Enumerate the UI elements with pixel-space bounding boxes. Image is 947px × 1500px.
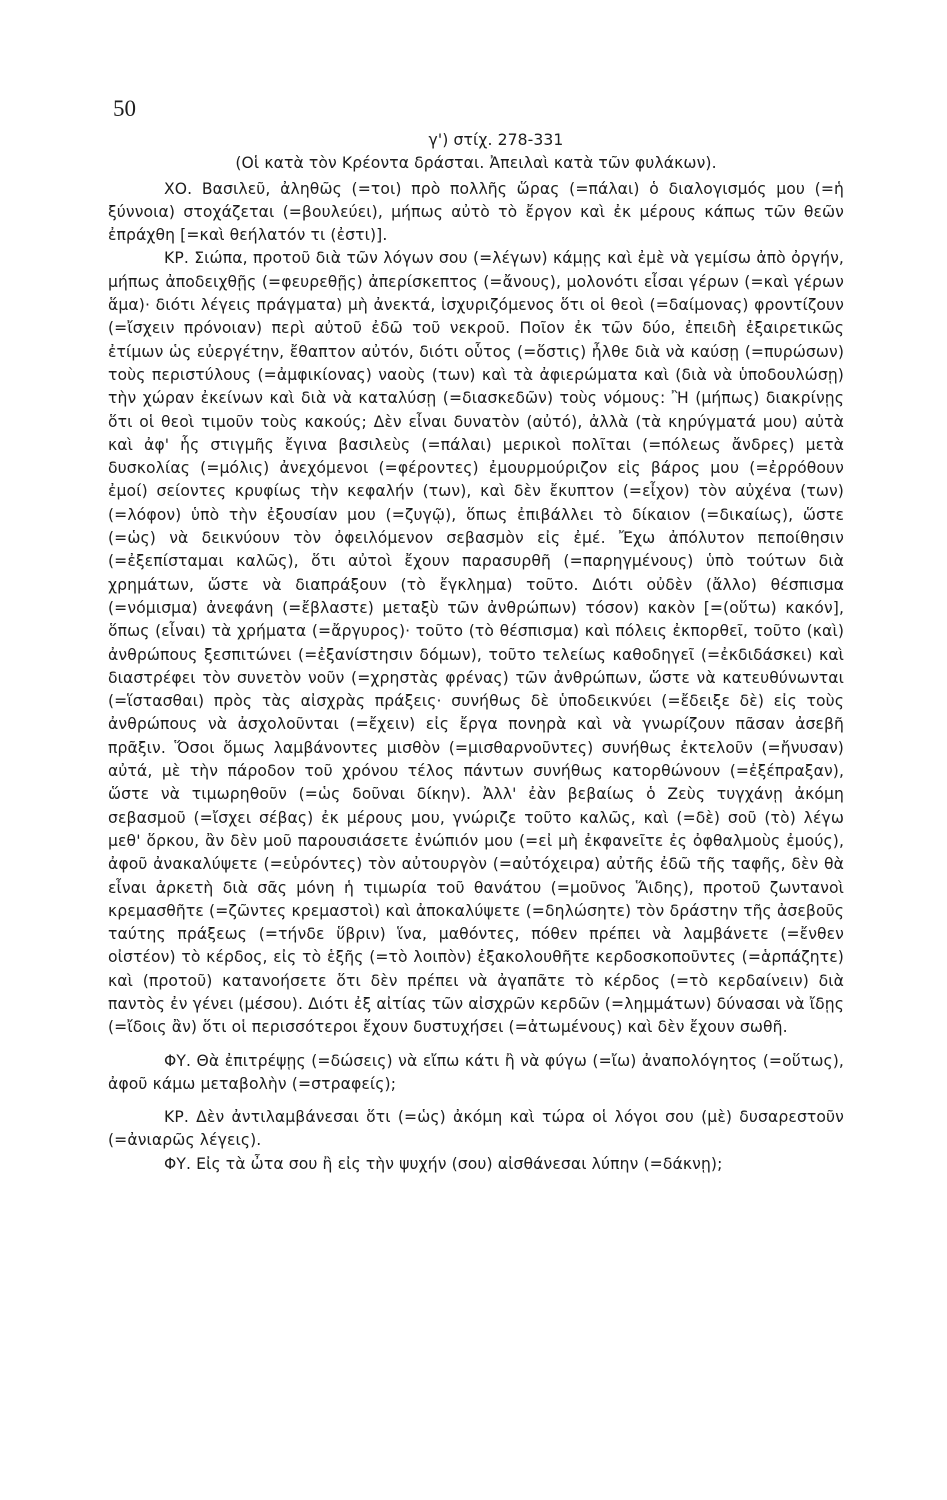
page-content <box>108 125 844 1176</box>
paragraph-guard-2: ΦΥ. Εἰς τὰ ὦτα σου ἢ εἰς τὴν ψυχήν (σου) αἰσθάνεσαι λύπην (=δάκνῃ); <box>164 1154 723 1173</box>
section-heading: γ') στίχ. 278-331 <box>428 131 564 149</box>
paragraph-creon-speech: ΚΡ. Σιώπα, προτοῦ διὰ τῶν λόγων σου (=λέγων) κάμῃς καὶ ἐμὲ νὰ γεμίσω ἀπὸ ὀργήν, μήπως ἀποδειχθῇς (=φευρεθῇς) ἀπερίσκεπτος (=ἄνους), μολονότι εἶσαι γέρων (=καὶ γέρων ἅμα)· διότι λέγεις πράγματα) μὴ ἀνεκτά, ἰσχυριζόμενος ὅτι οἱ θεοὶ (=δαίμονας) φροντίζουν (=ἴσχειν πρόνοιαν) περὶ αὐτοῦ ἐδῶ τοῦ νεκροῦ. Ποῖον ἐκ τῶν δύο, ἐπειδὴ ἐξαιρετικῶς ἐτίμων ὡς εὐεργέτην, ἔθαπτον αὐτόν, διότι οὗτος (=ὅστις) ἦλθε διὰ νὰ καύσῃ (=πυρώσων) τοὺς περιστύλους (=ἀμφικίονας) ναοὺς (των) καὶ τὰ ἀφιερώματα καὶ (διὰ νὰ ὑποδουλώσῃ) τὴν χώραν ἐκείνων καὶ διὰ νὰ καταλύσῃ (=διασκεδῶν) τοὺς νόμους: Ἢ (μήπως) διακρίνῃς ὅτι οἱ θεοὶ τιμοῦν τοὺς κακούς; Δὲν εἶναι δυνατὸν (αὐτό), ἀλλὰ (τὰ κηρύγματά μου) αὐτὰ καὶ ἀφ' ἧς στιγμῆς ἔγινα βασιλεὺς (=πάλαι) μερικοὶ πολῖται (=πόλεως ἄνδρες) μετὰ δυσκολίας (=μόλις) ἀνεχόμενοι (=φέροντες) ἐμουρμούριζον εἰς βάρος μου (=ἐρρόθουν ἐμοί) σείοντες κρυφίως τὴν κεφαλήν (των), καὶ δὲν ἔκυπτον (=εἶχον) τὸν αὐχένα (των) (=λόφον) ὑπὸ τὴν ἐξουσίαν μου (=ζυγῷ), ὅπως ἐπιβάλλει τὸ δίκαιον (=δικαίως), ὥστε (=ὡς) νὰ δεικνύουν τὸν ὀφειλόμενον σεβασμὸν εἰς ἐμέ. Ἔχω ἀπόλυτον πεποίθησιν (=ἐξεπίσταμαι καλῶς), ὅτι αὐτοὶ ἔχουν παρασυρθῆ (=παρηγμένους) ὑπὸ τούτων διὰ χρημάτων, ὥστε νὰ διαπράξουν (τὸ ἔγκλημα) τοῦτο. Διότι οὐδὲν (ἄλλο) θέσπισμα (=νόμισμα) ἀνεφάνη (=ἔβλαστε) μεταξὺ τῶν ἀνθρώπων) τόσον) κακὸν [=(οὕτω) κακόν], ὅπως (εἶναι) τὰ χρήματα (=ἄργυρος)· τοῦτο (τὸ θέσπισμα) καὶ πόλεις ἐκπορθεῖ, τοῦτο (καὶ) ἀνθρώπους ξεσπιτώνει (=ἐξανίστησιν δόμων), τοῦτο τελείως καθοδηγεῖ (=ἐκδιδάσκει) καὶ διαστρέφει τὸν συνετὸν νοῦν (=χρηστὰς φρένας) τῶν ἀνθρώπων, ὥστε νὰ κατευθύνωνται (=ἵστασθαι) πρὸς τὰς αἰσχρὰς πράξεις· συνήθως δὲ ὑποδεικνύει (=ἔδειξε δὲ) εἰς τοὺς ἀνθρώπους νὰ ἀσχολοῦνται (=ἔχειν) εἰς ἔργα πονηρὰ καὶ νὰ γνωρίζουν πᾶσαν ἀσεβῆ πρᾶξιν. Ὅσοι ὅμως λαμβάνοντες μισθὸν (=μισθαρνοῦντες) συνήθως ἐκτελοῦν (=ἤνυσαν) αὐτά, μὲ τὴν πάροδον τοῦ χρόνου τέλος πάντων συνήθως κατορθώνουν (=ἐξέπραξαν), ὥστε νὰ τιμωρηθοῦν (=ὡς δοῦναι δίκην). Ἀλλ' ἐὰν βεβαίως ὁ Ζεὺς τυγχάνῃ ἀκόμη σεβασμοῦ (=ἴσχει σέβας) ἐκ μέρους μου, γνώριζε τοῦτο καλῶς, καὶ (=δὲ) σοῦ (τὸ) λέγω μεθ' ὅρκου, ἂν δὲν μοῦ παρουσιάσετε ἐνώπιόν μου (=εἰ μὴ ἐκφανεῖτε ἐς ὀφθαλμοὺς ἐμούς), ἀφοῦ ἀνακαλύψετε (=εὑρόντες) τὸν αὐτουργὸν (=αὐτόχειρα) αὐτῆς ἐδῶ τῆς ταφῆς, δὲν θὰ εἶναι ἀρκετὴ διὰ σᾶς μόνη ἡ τιμωρία τοῦ θανάτου (=μοῦνος Ἅιδης), προτοῦ ζωντανοὶ κρεμασθῆτε (=ζῶντες κρεμαστοὶ) καὶ ἀποκαλύψετε (=δηλώσητε) τὸν δράστην τῆς ἀσεβοῦς ταύτης πράξεως (=τήνδε ὕβριν) ἵνα, μαθόντες, πόθεν πρέπει νὰ λαμβάνετε (=ἔνθεν οἰστέον) τὸ κέρδος, εἰς τὸ ἑξῆς (=τὸ λοιπὸν) ἐξακολουθῆτε κερδοσκοποῦντες (=ἁρπάζητε) καὶ (προτοῦ) κατανοήσετε ὅτι δὲν πρέπει νὰ ἀγαπᾶτε τὸ κέρδος (=τὸ κερδαίνειν) διὰ παντὸς ἐν γένει (μέσου). Διότι ἐξ αἰτίας τῶν αἰσχρῶν κερδῶν (=λημμάτων) δύνασαι νὰ ἴδῃς (=ἴδοις ἂν) ὅτι οἱ περισσότεροι ἔχουν δυστυχήσει (=ἀτωμένους) καὶ δὲν ἔχουν σωθῆ. <box>108 249 844 1037</box>
page-number: 50 <box>113 96 136 121</box>
section-subheading: (Οἱ κατὰ τὸν Κρέοντα δράσται. Ἀπειλαὶ κατὰ τῶν φυλάκων). <box>235 154 717 173</box>
paragraph-guard-1: ΦΥ. Θὰ ἐπιτρέψῃς (=δώσεις) νὰ εἴπω κάτι ἢ νὰ φύγω (=ἴω) ἀναπολόγητος (=οὕτως), ἀφοῦ κάμω μεταβολὴν (=στραφείς); <box>108 1051 844 1093</box>
paragraph-creon-reply: ΚΡ. Δὲν ἀντιλαμβάνεσαι ὅτι (=ὡς) ἀκόμη καὶ τώρα οἱ λόγοι σου (μὲ) δυσαρεστοῦν (=ἀνιαρῶς λέγεις). <box>108 1108 844 1150</box>
paragraph-chorus: ΧΟ. Βασιλεῦ, ἀληθῶς (=τοι) πρὸ πολλῆς ὥρας (=πάλαι) ὁ διαλογισμός μου (=ἡ ξύννοια) στοχάζεται (=βουλεύει), μήπως αὐτὸ τὸ ἔργον καὶ ἐκ μέρους κάπως τῶν θεῶν ἐπράχθη [=καὶ θεήλατόν τι (ἐστι)]. <box>108 179 844 245</box>
